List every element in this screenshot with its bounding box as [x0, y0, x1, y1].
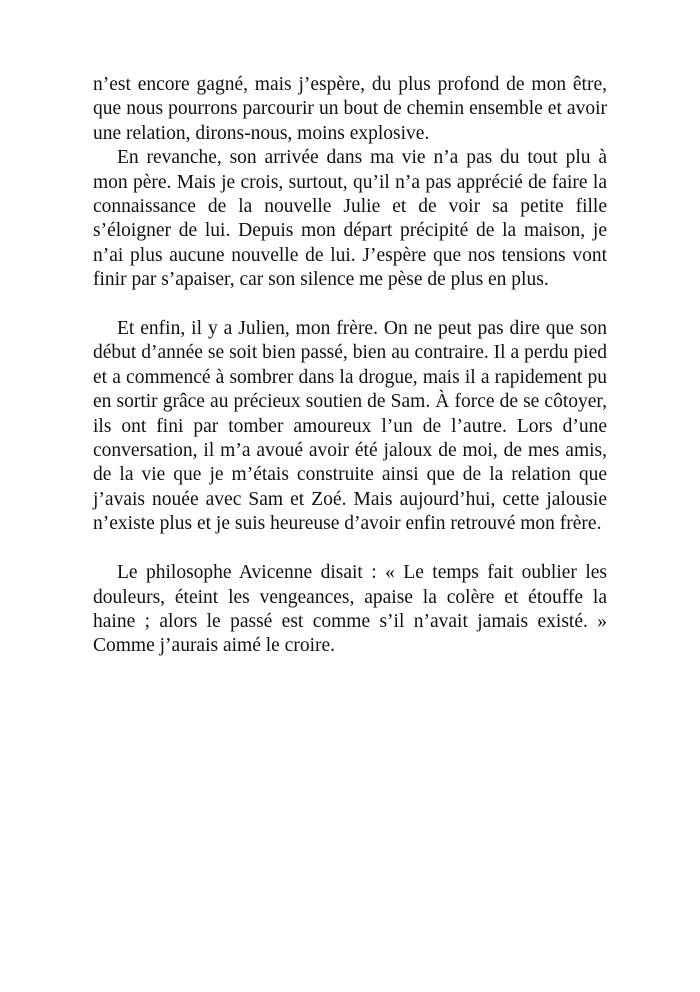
paragraph-julien: Et enfin, il y a Julien, mon frère. On ne peut pas dire que son début d’année se soit bien passé, bien au contraire. Il a perdu pied et a commencé à sombrer dans la drogue, mais il a rapidement pu en sortir grâce au précieux soutien de Sam. À force de se côtoyer, ils ont fini par tomber amoureux l’un de l’autre. Lors d’une conversation, il m’a avoué avoir été jaloux de moi, de mes amis, de la vie que je m’étais construite ainsi que de la relation que j’avais nouée avec Sam et Zoé. Mais aujourd’hui, cette jalousie n’existe plus et je suis heureuse d’avoir enfin retrouvé mon frère. — [93, 318, 607, 535]
body-text — [93, 73, 607, 659]
paragraph-gap — [93, 293, 607, 317]
paragraph-avicenne-quote: Le philosophe Avicenne disait : « Le temps fait oublier les douleurs, éteint les vengeances, apaise la colère et étouffe la haine ; alors le passé est comme s’il n’avait jamais existé. » Comme j’aurais aimé le croire. — [93, 562, 607, 657]
paragraph-father: En revanche, son arrivée dans ma vie n’a pas du tout plu à mon père. Mais je crois, surtout, qu’il n’a pas apprécié de faire la connaissance de la nouvelle Julie et de voir sa petite fille s’éloigner de lui. Depuis mon départ précipité de la maison, je n’ai plus aucune nouvelle de lui. J’espère que nos tensions vont finir par s’apaiser, car son silence me pèse de plus en plus. — [93, 147, 607, 291]
paragraph-gap — [93, 537, 607, 561]
paragraph-continuation: n’est encore gagné, mais j’espère, du plus profond de mon être, que nous pourrons parcourir un bout de chemin ensemble et avoir une relation, dirons-nous, moins explosive. — [93, 74, 607, 144]
